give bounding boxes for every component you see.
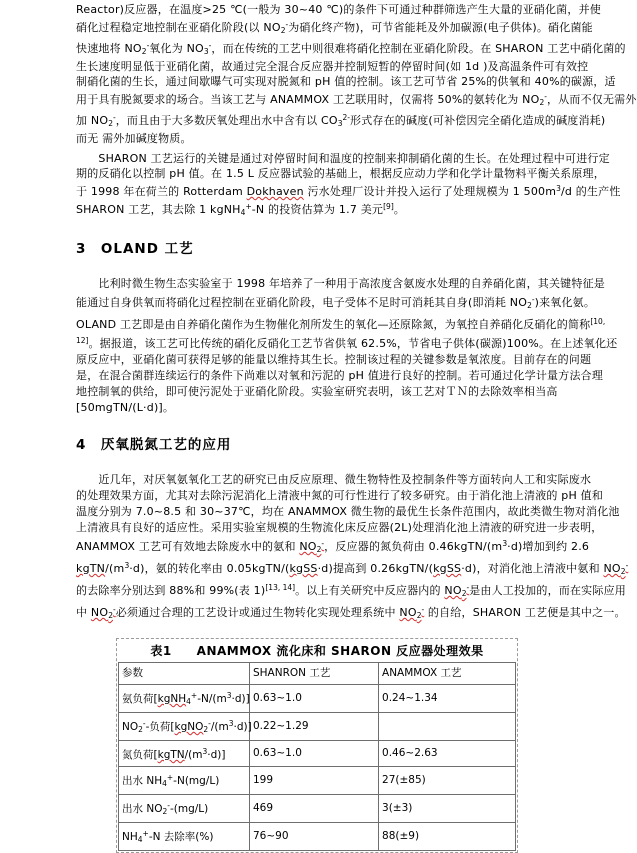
text-segment: -N 去除率(%) [148, 831, 214, 843]
spellcheck-flagged-text: - [112, 605, 116, 614]
para-anaerobic-application [76, 472, 629, 624]
spellcheck-flagged-text: kgTN [157, 749, 185, 761]
text-segment: 的自给，SHARON 工艺便是其中之一。 [424, 606, 626, 619]
text-segment: ·d)，对消化池上清液中氨和 [461, 562, 604, 575]
text-segment: /d 的生产性 [560, 185, 621, 198]
table-row [119, 823, 516, 851]
text-segment: 2 [141, 47, 147, 56]
text-segment: NH [122, 831, 138, 843]
text-line [76, 558, 629, 580]
text-segment: - [208, 719, 211, 728]
table-cell [250, 767, 379, 795]
spellcheck-flagged-text: - [421, 605, 425, 614]
text-line [76, 38, 626, 59]
text-segment: 2- [342, 113, 350, 122]
table-header-row [119, 663, 516, 685]
spellcheck-flagged-text: kgSS [289, 562, 318, 575]
text-line [76, 333, 618, 352]
text-segment: 76~90 [253, 830, 289, 842]
text-segment: ANAMMOX 工艺 [382, 667, 462, 679]
table-row [119, 713, 516, 741]
text-segment: 27(±85) [382, 774, 426, 786]
text-line [76, 2, 601, 17]
text-segment: - [208, 41, 212, 50]
text-segment: 污水处理厂设计并投入运行了处理规模为 1 500m [303, 185, 557, 198]
text-segment: 2 [138, 725, 143, 734]
text-segment: 12] [76, 336, 89, 345]
spellcheck-flagged-text: 2 [108, 611, 113, 620]
text-segment: 2 [162, 807, 168, 816]
table-cell [379, 823, 516, 851]
table-cell [119, 823, 250, 851]
text-segment: /(m [210, 721, 229, 733]
text-segment: 加 NO [76, 114, 109, 127]
text-segment: 形式存在的碱度(可补偿因完全硝化造成的碱度消耗) [350, 114, 606, 127]
table-row [119, 741, 516, 767]
text-segment: ·d)] [233, 721, 252, 733]
text-line [76, 384, 562, 400]
table-cell [379, 795, 516, 823]
text-segment: ，从而不仅无需外 [546, 93, 637, 106]
text-segment: - [167, 801, 170, 810]
text-segment: - [531, 295, 535, 304]
text-segment: 0.46~2.63 [382, 747, 438, 759]
text-segment: + [142, 829, 149, 838]
text-segment: 比利时微生物生态实验室于 1998 年培养了一种用于高浓度含氨废水处理的自养硝化菌，其关键特征是 [76, 277, 605, 290]
table-cell [250, 663, 379, 685]
text-segment: - [544, 92, 547, 101]
text-segment: 0.24~1.34 [382, 692, 438, 704]
text-segment: 88(±9) [382, 830, 420, 842]
text-segment: /(m [184, 749, 203, 761]
text-segment: 能通过自身供氧而将硝化过程控制在亚硝化阶段，电子受体不足时可消耗其自身(即消耗 NO [76, 296, 528, 309]
text-line [76, 536, 590, 558]
table-cell [379, 713, 516, 741]
text-segment: [13, 14] [265, 583, 296, 592]
text-line [76, 110, 606, 131]
spellcheck-flagged-text: kgNO [174, 721, 204, 733]
text-segment: + [245, 202, 252, 211]
text-segment: 3 [228, 719, 234, 728]
text-segment: 期的反硝化以控制 pH 值。在 1.5 L 反应器试验的基础上，根据反应动力学和化学计量物料平衡关系原理， [76, 167, 605, 180]
text-segment: Reactor)反应器，在温度>25 ℃(一般为 30~40 ℃)的条件下可通过种群筛选产生大量的亚硝化菌，并使 [76, 3, 601, 16]
text-segment: ANAMMOX 工艺可有效地去除废水中的氨和 [76, 540, 300, 553]
text-segment: [9] [383, 202, 394, 211]
text-segment: 2 [108, 119, 113, 128]
results-table [118, 662, 516, 851]
text-segment: 快速地将 NO [76, 42, 142, 55]
text-segment: ·d)] [207, 749, 226, 761]
text-segment: 出水 NO [122, 803, 163, 815]
table-cell [119, 767, 250, 795]
text-segment: -(mg/L) [169, 803, 209, 815]
text-segment: 199 [253, 774, 274, 786]
text-segment: 是由人工投加的，而在实际应用 [469, 584, 626, 597]
text-segment: 2 [203, 725, 209, 734]
table-row [119, 795, 516, 823]
table-cell [250, 713, 379, 741]
text-line [76, 400, 562, 416]
text-segment: 氮负荷[ [122, 749, 158, 761]
text-segment: 4 [186, 697, 191, 706]
text-segment: 3 [337, 119, 343, 128]
spellcheck-flagged-text: 2 [620, 567, 626, 576]
table-cell [250, 823, 379, 851]
text-segment: 参数 [122, 667, 143, 679]
text-line [76, 199, 562, 220]
spellcheck-flagged-text: NO [444, 584, 462, 597]
text-segment: 469 [253, 802, 274, 814]
text-segment: 4 [137, 835, 143, 844]
text-segment: 生长速度明显低于亚硝化菌，故通过完全混合反应器并控制短暂的停留时间(如 1d )及高温条件可有效控 [76, 60, 589, 73]
spellcheck-flagged-text: kgSS [433, 562, 462, 575]
text-segment: 0.22~1.29 [253, 720, 309, 732]
spellcheck-flagged-text: - [625, 561, 629, 570]
text-line [76, 151, 610, 166]
text-segment: 为硝化终产物)，可节省能耗及外加碳源(电子供体)。硝化菌能 [288, 21, 593, 34]
text-segment: 的处理效果方面，尤其对去除污泥消化上清液中氮的可行性进行了较多研究。由于消化池上清液的 pH 值和 [76, 489, 604, 502]
spellcheck-flagged-text: NO [90, 606, 109, 619]
table-1-anammox-sharon-results [116, 638, 518, 853]
text-segment: 3 [226, 691, 232, 700]
text-line [76, 89, 637, 110]
text-segment: 0.63~1.0 [253, 692, 302, 704]
text-segment: ，反应器的氮负荷由 0.46kgTN/(m [324, 540, 503, 553]
spellcheck-flagged-text: 2 [461, 589, 467, 598]
text-line [76, 368, 604, 384]
text-segment: 硝化过程稳定地控制在亚硝化阶段(以 NO [76, 21, 281, 34]
text-line [76, 520, 603, 536]
text-segment: ·d)] [231, 693, 250, 705]
table-cell [250, 795, 379, 823]
para-sharon-operation [76, 151, 621, 220]
text-segment: 的去除率分别达到 88%和 99%(表 1) [76, 584, 266, 597]
text-segment: - [285, 20, 289, 29]
heading-section-3-oland: 3 OLAND 工艺 [76, 241, 194, 257]
spellcheck-flagged-text: 2 [316, 545, 322, 554]
text-segment: - [142, 719, 146, 728]
spellcheck-flagged-text: Dokhaven [246, 185, 304, 198]
text-line [76, 352, 592, 368]
spellcheck-flagged-text: - [321, 539, 325, 548]
table-cell [119, 663, 250, 685]
text-segment: 4 [162, 779, 167, 788]
text-segment: 制硝化菌的生长，通过间歇曝气可实现对脱氮和 pH 值的控制。该工艺可节省 25%的供氧和 40%的碳源，适 [76, 75, 616, 88]
text-line [76, 580, 626, 602]
text-line [76, 504, 620, 520]
text-line [76, 131, 562, 146]
text-segment: ·d)，氨的转化率由 0.05kgTN/( [129, 562, 290, 575]
text-segment: 2 [527, 301, 532, 310]
table-cell [379, 685, 516, 713]
text-segment: ，而在传统的工艺中则很难将硝化控制在亚硝化阶段。在 SHARON 工艺中硝化菌的 [211, 42, 626, 55]
text-segment: 3 [124, 561, 130, 570]
text-line [76, 292, 596, 314]
text-segment: [10, [590, 317, 606, 326]
text-line [76, 602, 626, 624]
text-line [76, 181, 621, 199]
text-segment: 中 [76, 606, 91, 619]
text-segment: 于 1998 年在荷兰的 Rotterdam [76, 185, 247, 198]
para-sharon-continuation [76, 2, 637, 146]
spellcheck-flagged-text: kgNH [157, 693, 187, 705]
text-segment: -N(mg/L) [173, 775, 220, 787]
text-segment: 3 [202, 747, 208, 756]
text-segment: OLAND 工艺即是由自养硝化菌作为生物催化剂所发生的氧化—还原除氮，为氧控自养硝化反硝化的简称 [76, 318, 591, 331]
text-segment: -负荷[ [145, 721, 175, 733]
table-cell [250, 685, 379, 713]
table-title: 表1 ANAMMOX 流化床和 SHARON 反应器处理效果 [150, 644, 484, 658]
text-line [76, 472, 592, 488]
text-segment: )来氧化氨。 [534, 296, 596, 309]
text-segment: 氧化为 NO [149, 42, 204, 55]
text-segment: ·d)增加到约 2.6 [507, 540, 590, 553]
text-segment: 必须通过合理的工艺设计或通过生物转化实现处理系统中 [115, 606, 400, 619]
text-segment: 是，在混合菌群连续运行的条件下尚难以对氧和污泥的 pH 值进行良好的控制。若可通过化学计量方法合理 [76, 369, 604, 382]
text-segment: - [112, 113, 116, 122]
text-segment: SHARON 工艺运行的关键是通过对停留时间和温度的控制来抑制硝化菌的生长。在处理过程中可进行定 [76, 152, 610, 165]
text-segment: 。以上有关研究中反应器内的 [295, 584, 445, 597]
text-segment: 0.63~1.0 [253, 747, 302, 759]
text-segment: -N 的投资估算为 1.7 美元 [251, 203, 384, 216]
table-cell [379, 741, 516, 767]
text-segment: NO [122, 721, 139, 733]
text-segment: 3(±3) [382, 802, 413, 814]
text-segment: 2 [539, 98, 545, 107]
heading-section-4-anaerobic: 4 厌氧脱氮工艺的应用 [76, 437, 232, 453]
table-cell [119, 741, 250, 767]
text-line [76, 488, 604, 504]
text-segment: 4 [240, 208, 246, 217]
text-segment: -N/(m [197, 693, 227, 705]
text-segment: [50mgTN/(L·d)]。 [76, 401, 175, 414]
spellcheck-flagged-text: - [466, 583, 470, 592]
text-line [76, 74, 616, 89]
text-segment: SHARON 工艺，其去除 1 kgNH [76, 203, 241, 216]
table-cell [119, 795, 250, 823]
text-segment: ，而且由于大多数厌氧处理出水中含有以 CO [115, 114, 338, 127]
text-segment: 地控制氧的供给，即可使污泥处于亚硝化阶段。实验室研究表明，该工艺对ＴＮ的去除效率相当高 [76, 385, 558, 398]
text-segment: 3 [203, 47, 209, 56]
text-line [76, 276, 605, 292]
text-segment: 。据报道，该工艺可比传统的硝化反硝化工艺节省供氧 62.5%，节省电子供体(碳源)100%。在上述氧化还 [88, 337, 618, 350]
table-cell [379, 767, 516, 795]
text-segment: ·d)提高到 0.26kgTN/( [317, 562, 434, 575]
spellcheck-flagged-text: NO [603, 562, 621, 575]
text-segment: - [146, 41, 150, 50]
text-segment: 3 [556, 184, 561, 193]
table-cell [119, 713, 250, 741]
spellcheck-flagged-text: NO [399, 606, 417, 619]
table-cell [119, 685, 250, 713]
text-line [76, 314, 606, 333]
text-segment: 氨负荷[ [122, 693, 158, 705]
text-segment: 温度分别为 7.0~8.5 和 30~37℃，均在 ANAMMOX 微生物的最优生长条件范围内，故此类微生物对消化池 [76, 505, 620, 518]
text-segment: 近几年，对厌氧氨氧化工艺的研究已由反应原理、微生物特性及控制条件等方面转向人工和实际废水 [76, 473, 592, 486]
table-cell [379, 663, 516, 685]
spellcheck-flagged-text: 2 [416, 611, 422, 620]
table-row [119, 767, 516, 795]
text-line [76, 59, 589, 74]
spellcheck-flagged-text: NO [299, 540, 317, 553]
text-segment: + [166, 773, 174, 782]
table-row [119, 685, 516, 713]
text-segment: 3 [502, 539, 508, 548]
text-segment: 2 [280, 26, 286, 35]
spellcheck-flagged-text: kgTN [76, 562, 106, 575]
text-segment: 而无 需外加碱度物质。 [76, 132, 192, 145]
text-line [76, 17, 593, 38]
text-line [76, 166, 605, 181]
table-cell [250, 741, 379, 767]
text-segment: 原反应中，亚硝化菌可获得足够的能量以维持其生长。控制该过程的关键参数是氧浓度。目前存在的问题 [76, 353, 592, 366]
text-segment: + [190, 691, 198, 700]
text-segment: 。 [393, 203, 405, 216]
text-segment: 上清液具有良好的适应性。采用实验室规模的生物流化床反应器(2L)处理消化池上清液的研究进一步表明， [76, 521, 603, 534]
text-segment: 用于具有脱氮要求的场合。当该工艺与 ANAMMOX 工艺联用时，仅需将 50%的氨转化为 NO [76, 93, 540, 106]
text-segment: 出水 NH [122, 775, 163, 787]
text-segment: SHANRON 工艺 [253, 667, 331, 679]
para-oland [76, 276, 618, 416]
text-segment: /(m [105, 562, 125, 575]
